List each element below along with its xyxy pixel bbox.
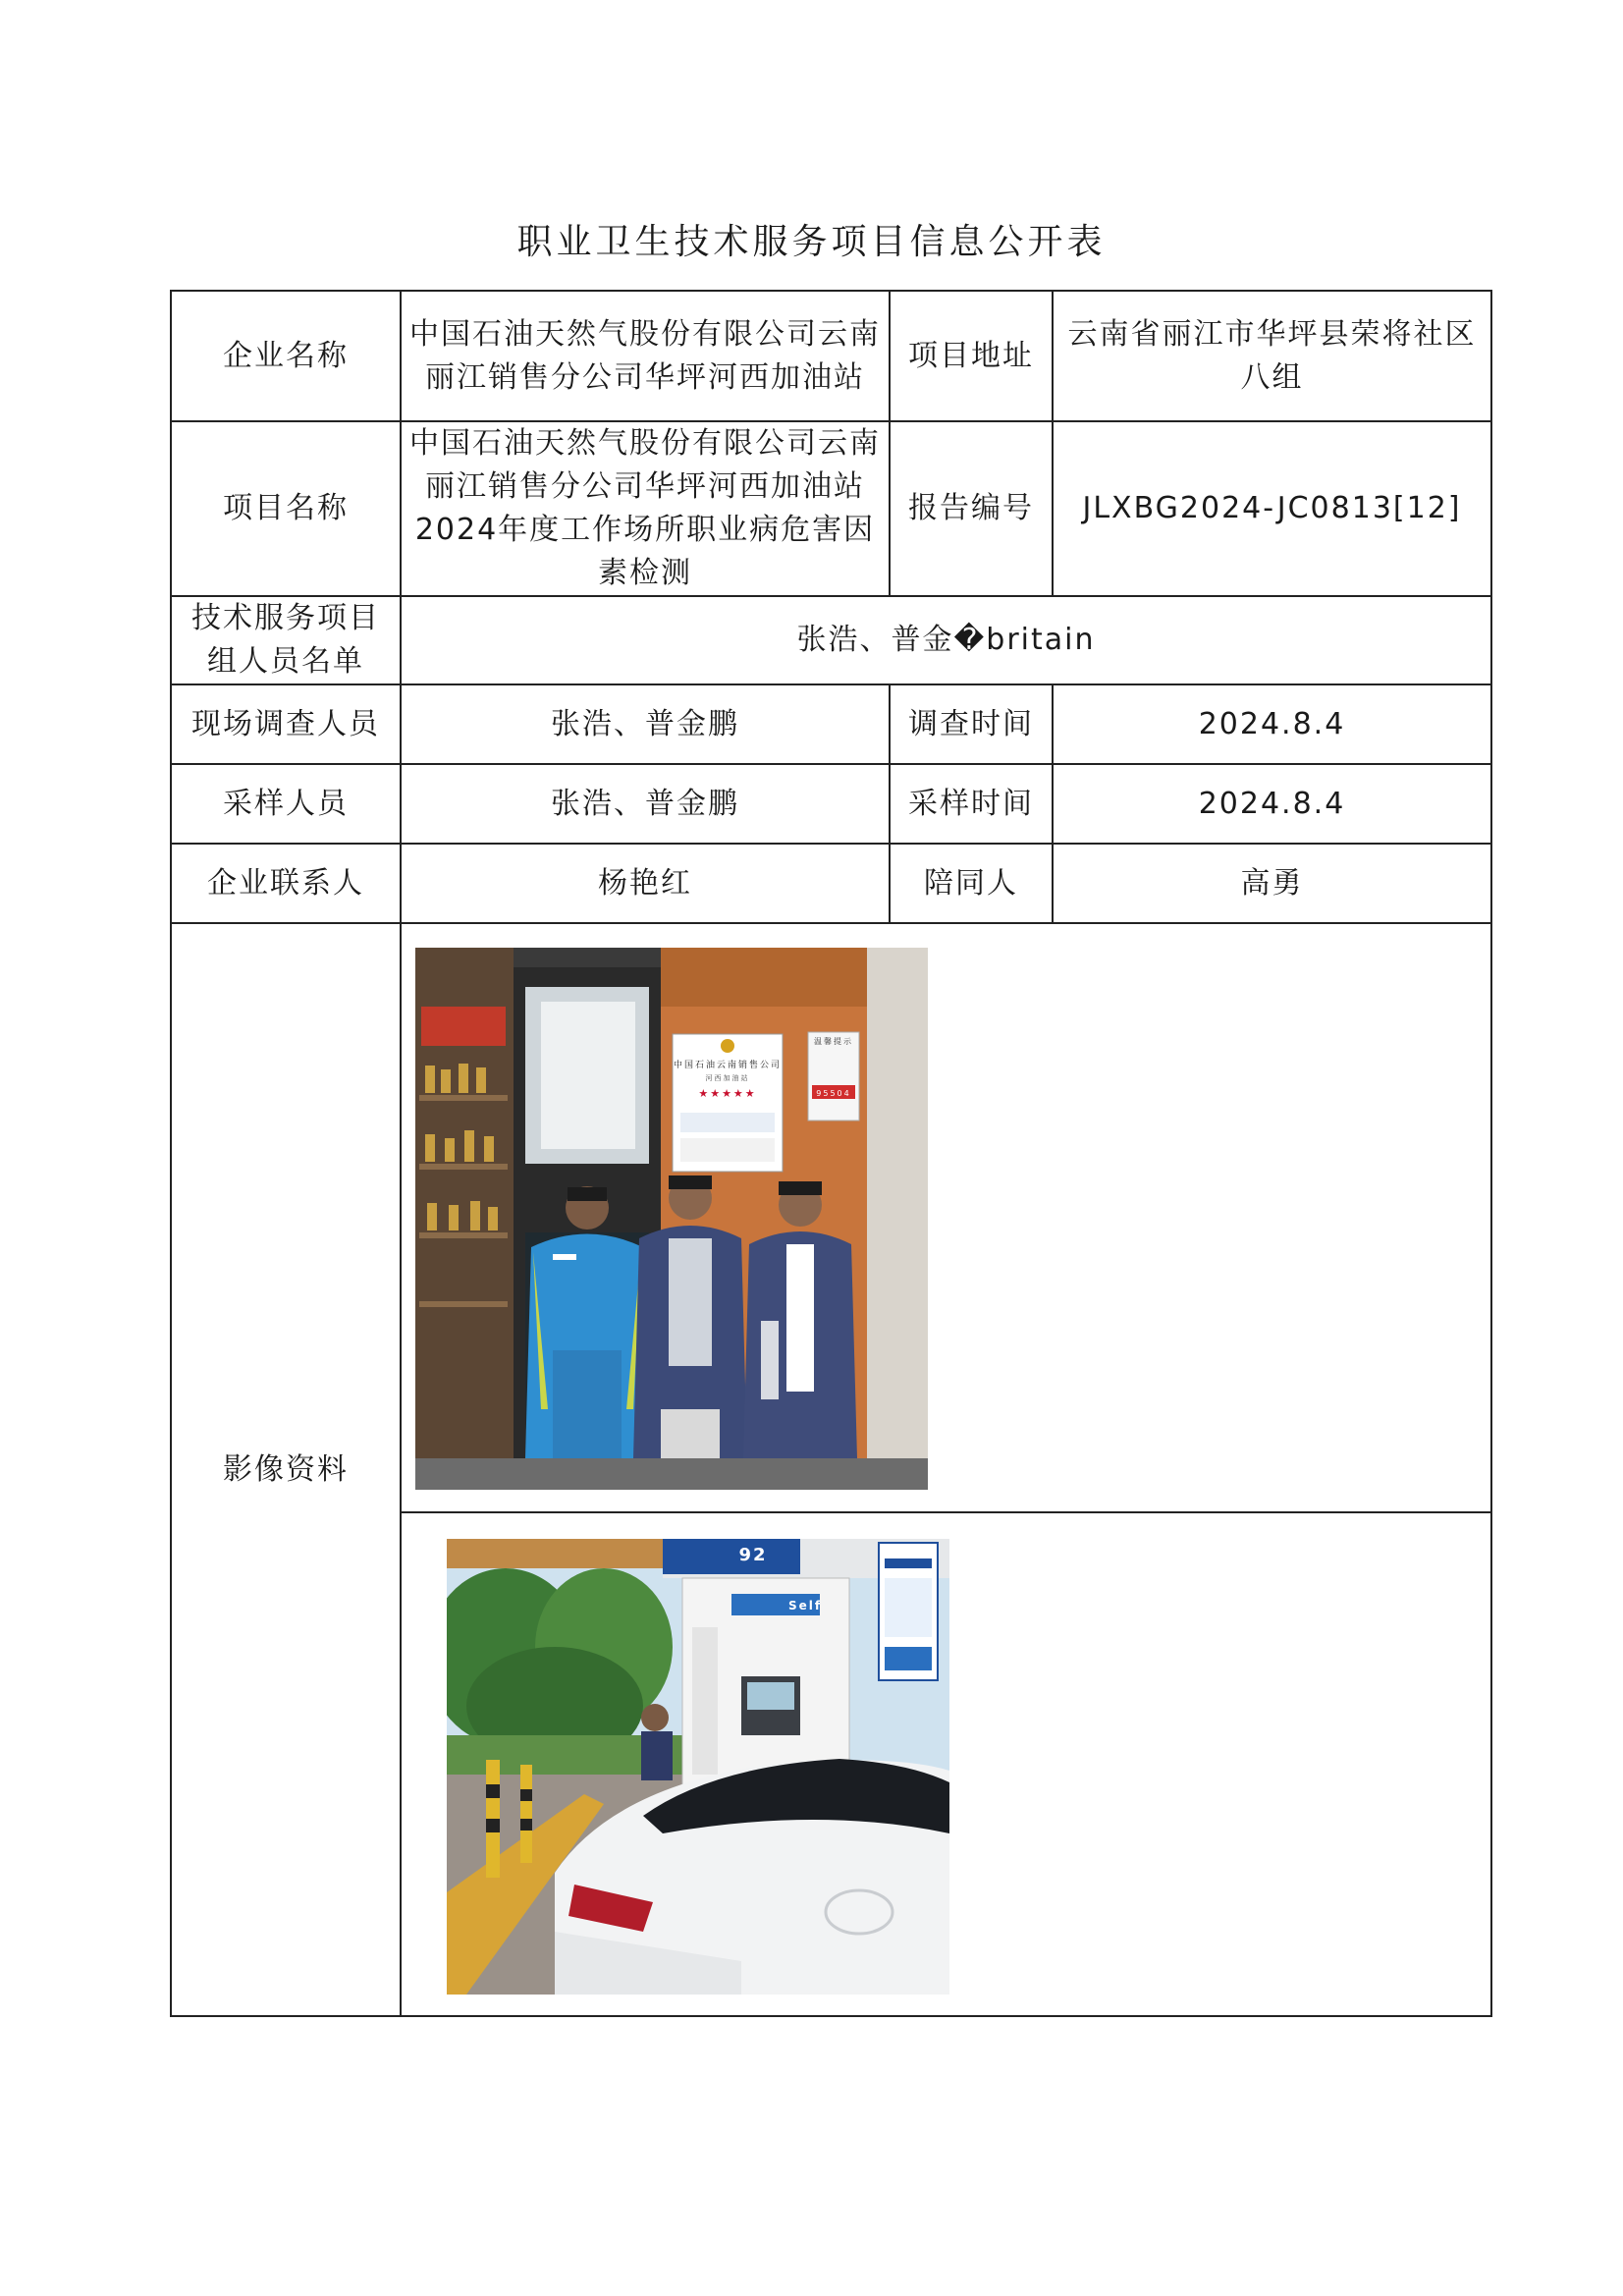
row-company — [171, 291, 1491, 421]
notice-text: 温馨提示 — [814, 1037, 853, 1046]
row-team — [171, 596, 1491, 684]
report-value: JLXBG2024-JC0813[12] — [1053, 421, 1491, 596]
photo-fuel-pump — [447, 1539, 949, 1995]
company-value: 中国石油天然气股份有限公司云南丽江销售分公司华坪河西加油站 — [401, 291, 890, 421]
survey-staff-value: 张浩、普金鹏 — [401, 684, 890, 764]
sign-stars: ★★★★★ — [698, 1087, 757, 1100]
info-table — [170, 290, 1492, 2017]
row-project — [171, 421, 1491, 596]
team-label: 技术服务项目组人员名单 — [171, 596, 401, 684]
sampling-staff-label: 采样人员 — [171, 764, 401, 844]
company-label: 企业名称 — [171, 291, 401, 421]
survey-time-value: 2024.8.4 — [1053, 684, 1491, 764]
sampling-staff-value: 张浩、普金鹏 — [401, 764, 890, 844]
pump-number: 92 — [738, 1545, 768, 1565]
row-photo-1 — [171, 923, 1491, 1512]
sign-line1: 中国石油云南销售公司 — [673, 1061, 783, 1070]
survey-time-label: 调查时间 — [890, 684, 1053, 764]
photo-cell-2 — [401, 1512, 1491, 2016]
project-value: 中国石油天然气股份有限公司云南丽江销售分公司华坪河西加油站2024年度工作场所职业病危害因素检测 — [401, 421, 890, 596]
pump-self-label: Self — [787, 1599, 823, 1613]
page-title: 职业卫生技术服务项目信息公开表 — [516, 222, 1107, 262]
project-label: 项目名称 — [171, 421, 401, 596]
address-value: 云南省丽江市华坪县荣将社区八组 — [1053, 291, 1491, 421]
address-label: 项目地址 — [890, 291, 1053, 421]
sign-line2: 河西加油站 — [705, 1074, 750, 1082]
escort-value: 高勇 — [1053, 844, 1491, 923]
row-contact — [171, 844, 1491, 923]
team-value: 张浩、普金�britain — [401, 596, 1491, 684]
notice-phone: 95504 — [816, 1089, 851, 1098]
images-label: 影像资料 — [171, 923, 401, 2016]
row-survey — [171, 684, 1491, 764]
contact-label: 企业联系人 — [171, 844, 401, 923]
photo-cell-1 — [401, 923, 1491, 1512]
escort-label: 陪同人 — [890, 844, 1053, 923]
contact-value: 杨艳红 — [401, 844, 890, 923]
report-label: 报告编号 — [890, 421, 1053, 596]
survey-staff-label: 现场调查人员 — [171, 684, 401, 764]
sampling-time-value: 2024.8.4 — [1053, 764, 1491, 844]
photo-staff-at-station — [415, 948, 928, 1490]
sampling-time-label: 采样时间 — [890, 764, 1053, 844]
row-sampling — [171, 764, 1491, 844]
